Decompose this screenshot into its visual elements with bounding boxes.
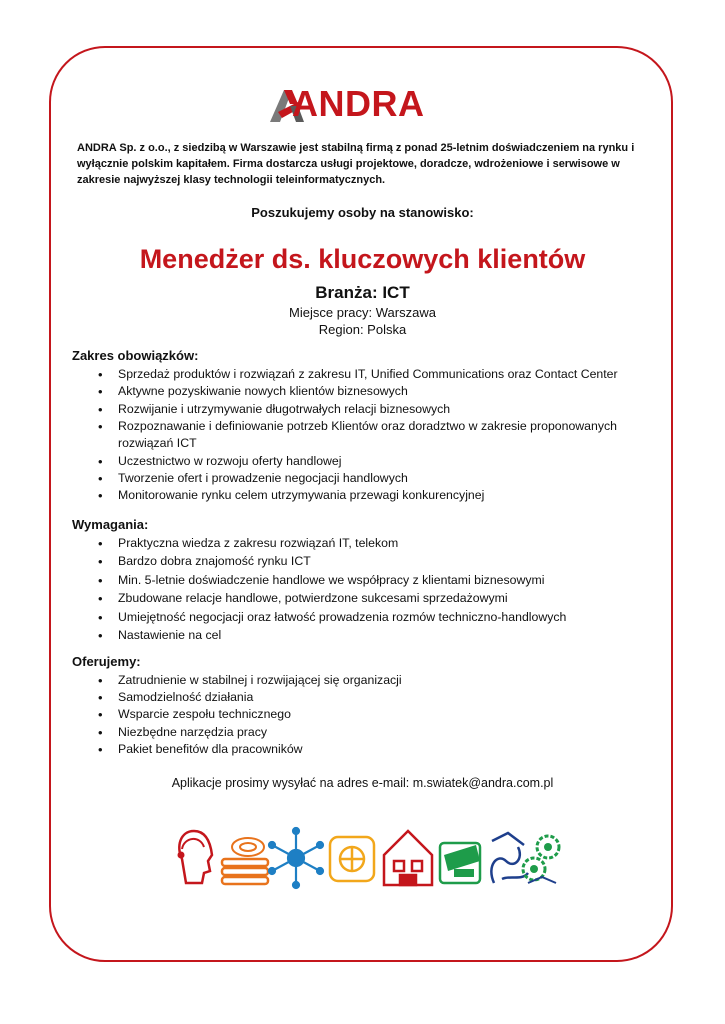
requirements-list	[98, 535, 638, 645]
list-item: • Rozwijanie i utrzymywanie długotrwałych relacji biznesowych	[98, 401, 638, 418]
list-item: • Umiejętność negocjacji oraz łatwość prowadzenia rozmów techniczno-handlowych	[98, 609, 638, 626]
list-item: • Zatrudnienie w stabilnej i rozwijającej się organizacji	[98, 672, 638, 689]
list-item: • Monitorowanie rynku celem utrzymywania przewagi konkurencyjnej	[98, 487, 638, 504]
list-item: • Pakiet benefitów dla pracowników	[98, 741, 638, 758]
lighting-icon	[330, 837, 374, 881]
list-item: • Zbudowane relacje handlowe, potwierdzone sukcesami sprzedażowymi	[98, 590, 638, 607]
list-item: • Min. 5-letnie doświadczenie handlowe we współpracy z klientami biznesowymi	[98, 572, 638, 589]
work-location: Miejsce pracy: Warszawa	[289, 305, 436, 320]
region: Region: Polska	[318, 322, 407, 337]
contact-line: Aplikacje prosimy wysyłać na adres e-mail: m.swiatek@andra.com.pl	[171, 776, 554, 790]
offer-title: Oferujemy:	[72, 654, 141, 669]
list-item: • Nastawienie na cel	[98, 627, 638, 644]
gears-icon	[523, 836, 559, 883]
list-item: • Wsparcie zespołu technicznego	[98, 706, 638, 723]
payment-card-icon	[440, 843, 480, 883]
logo-text: ANDRA	[292, 83, 425, 124]
list-item: • Tworzenie ofert i prowadzenie negocjacji handlowych	[98, 470, 638, 487]
footer-icons	[172, 825, 562, 890]
list-item: • Rozpoznawanie i definiowanie potrzeb Klientów oraz doradztwo w zakresie proponowanych rozwiązań ICT	[98, 418, 638, 452]
offer-list	[98, 672, 638, 758]
responsibilities-list	[98, 366, 638, 505]
smart-building-icon	[384, 831, 432, 885]
network-snowflake-icon	[269, 828, 323, 888]
list-item: • Aktywne pozyskiwanie nowych klientów biznesowych	[98, 383, 638, 400]
list-item: • Bardzo dobra znajomość rynku ICT	[98, 553, 638, 570]
company-intro: ANDRA Sp. z o.o., z siedzibą w Warszawie jest stabilną firmą z ponad 25-letnim doświadczeniem na rynku i wyłącznie polskim kapitałem. Firma dostarcza usługi projektowe, doradcze, wdrożeniowe i serwisowe w zakresie najwyższej klasy technologii teleinformatycznych.	[77, 142, 635, 186]
job-title: Menedżer ds. kluczowych klientów	[139, 244, 586, 274]
seeking-heading: Poszukujemy osoby na stanowisko:	[251, 205, 474, 220]
responsibilities-title: Zakres obowiązków:	[72, 348, 199, 363]
list-item: • Praktyczna wiedza z zakresu rozwiązań IT, telekom	[98, 535, 638, 552]
list-item: • Uczestnictwo w rozwoju oferty handlowej	[98, 453, 638, 470]
communications-icon	[491, 833, 528, 883]
list-item: • Niezbędne narzędzia pracy	[98, 724, 638, 741]
storage-icon	[222, 838, 268, 884]
list-item: • Samodzielność działania	[98, 689, 638, 706]
contact-center-icon	[178, 831, 213, 883]
requirements-title: Wymagania:	[72, 517, 149, 532]
list-item: • Sprzedaż produktów i rozwiązań z zakresu IT, Unified Communications oraz Contact Center	[98, 366, 638, 383]
industry: Branża: ICT	[315, 283, 410, 302]
